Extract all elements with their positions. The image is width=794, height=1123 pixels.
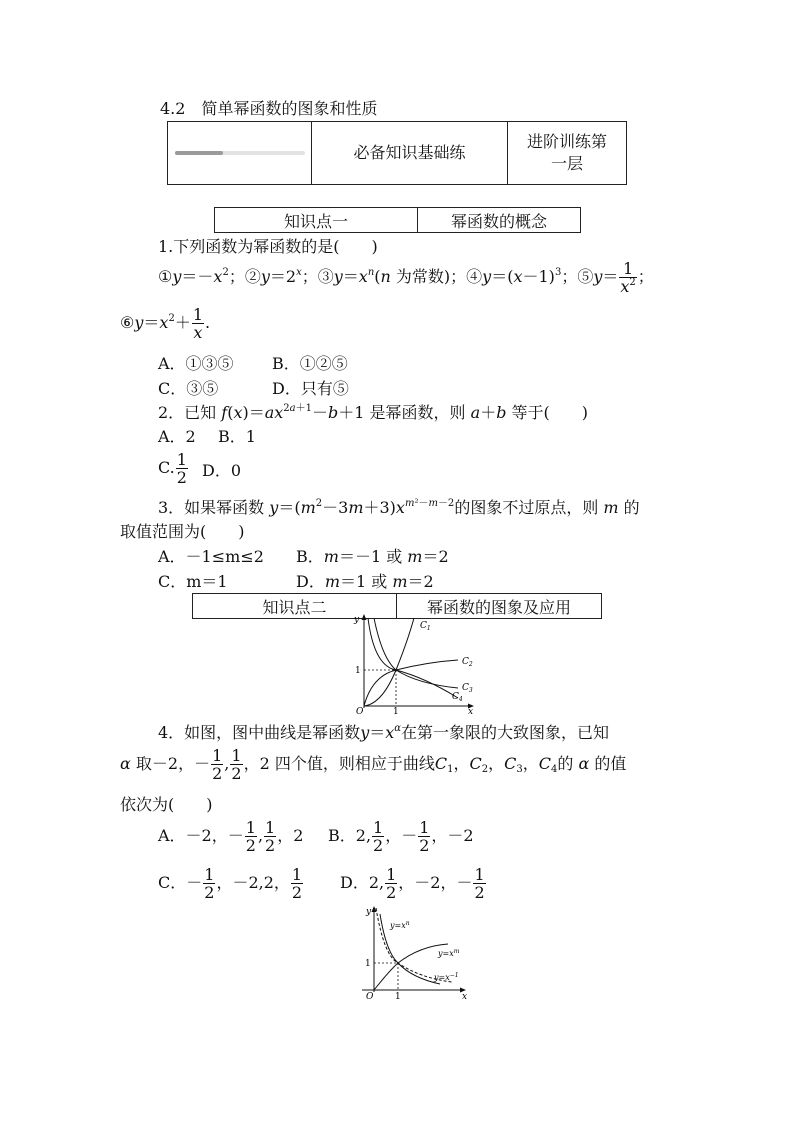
q4-option-c: C．－ $\frac{1}{2}$ ，－2,2， $\frac{1}{2}$ xyxy=(158,865,303,902)
fig1-tick-x-one: 1 xyxy=(393,707,399,714)
fig2-label-xm-exp: m xyxy=(453,948,460,955)
q4-option-b: B．2, $\frac{1}{2}$ ，－ $\frac{1}{2}$ ，－2 xyxy=(328,818,474,855)
fig2-label-xm xyxy=(437,948,460,958)
knowledge-point-2-label: 知识点二 xyxy=(193,594,397,618)
q2-stem: 2．已知 $f(x)=ax^{2a+1}-b+1$ 是幂函数，则 a＋b 等于( ) xyxy=(158,403,589,422)
q1-option-c: C．③⑤ xyxy=(158,379,219,398)
q3-stem-line2: 取值范围为( ) xyxy=(120,522,245,541)
q4-option-d: D．2, $\frac{1}{2}$ ，－2，－ $\frac{1}{2}$ xyxy=(340,865,485,902)
fig1-y-arrow xyxy=(362,614,367,620)
fig2-origin-label: O xyxy=(366,992,374,1002)
q4-pick-suffix: ，2 四个值，则相应于曲线 xyxy=(243,754,435,773)
fig1-label-c4 xyxy=(452,692,463,703)
fig2-label-xn xyxy=(389,920,410,930)
fig1-label-c2-sub: 2 xyxy=(468,661,473,668)
q4-stem-line3: 依次为( ) xyxy=(120,795,213,814)
q2-option-b: B．1 xyxy=(218,427,256,446)
knowledge-point-1-label: 知识点一 xyxy=(215,208,418,232)
fig1-label-c2-letter: C xyxy=(462,657,469,667)
progress-cell xyxy=(168,122,312,185)
q3-stem: 3．如果幂函数 $y=(m^2-3m+3)x^{m^2-m-2}$的图象不过原点，则 m 的 xyxy=(158,498,640,517)
knowledge-point-2-topic: 幂函数的图象及应用 xyxy=(426,597,571,617)
fig1-curve-c3 xyxy=(374,618,458,688)
fig1-label-c2 xyxy=(462,657,473,668)
q4-option-a: A．－2，－ $\frac{1}{2}$ , $\frac{1}{2}$ ，2 xyxy=(158,818,304,855)
header-table xyxy=(167,121,627,185)
q2-option-c: C. $\frac{1}{2}$ xyxy=(158,450,187,487)
figure-power-curves-c1-c4 xyxy=(348,612,478,714)
training-level-line2: 一层 xyxy=(550,154,583,173)
progress-fill xyxy=(175,151,223,155)
q4-stem-line2: α 取－2，－ $\frac{1}{2}$ , $\frac{1}{2}$ ，2 四个值，则相应于曲线$C_1$，$C_2$，$C_3$，$C_4$的 α 的值 xyxy=(120,746,627,783)
q4-choose-text: 取－2， xyxy=(135,754,195,773)
fig2-label-x-inverse-exp: −1 xyxy=(449,972,459,979)
fig2-label-x-inverse xyxy=(433,972,459,982)
q2-option-a: A．2 xyxy=(158,427,196,446)
fig1-y-label: y xyxy=(354,615,360,625)
fig1-label-c1-sub: 1 xyxy=(426,625,431,632)
q2-option-d: D．0 xyxy=(202,461,242,480)
q3-option-c: C．m＝1 xyxy=(158,572,228,591)
fig1-label-c3-letter: C xyxy=(462,683,469,693)
fig2-curve-xn xyxy=(380,914,440,984)
figure-power-curves-xn-xm xyxy=(360,904,472,1002)
fig2-tick-x-one: 1 xyxy=(395,992,401,1002)
fig2-tick-y-one: 1 xyxy=(365,959,371,969)
fig1-label-c3 xyxy=(462,683,473,694)
fig2-y-label: y xyxy=(366,907,372,917)
fig1-tick-y-one: 1 xyxy=(355,666,361,676)
q1-option-d: D．只有⑤ xyxy=(272,379,349,398)
q1-stem: 1.下列函数为幂函数的是( ) xyxy=(158,237,378,256)
fig2-label-xn-exp: n xyxy=(405,920,410,927)
fig1-label-c3-sub: 3 xyxy=(468,687,473,694)
training-level-line1: 进阶训练第 xyxy=(526,132,607,151)
fig2-label-xm-base: y=x xyxy=(438,949,454,958)
q4-stem-line1: 4．如图，图中曲线是幂函数$y=x^\alpha$在第一象限的大致图象，已知 xyxy=(158,723,610,742)
q1-option-b: B．①②⑤ xyxy=(272,354,348,373)
q1-option-a: A．①③⑤ xyxy=(158,354,234,373)
fig1-origin-label: O xyxy=(356,707,364,714)
q1-options-line2: $⑥y=x^2+$ $\frac{1}{x}$ . xyxy=(120,305,211,342)
fig1-label-c4-sub: 4 xyxy=(458,696,463,703)
knowledge-point-1-topic: 幂函数的概念 xyxy=(450,211,547,231)
training-level-cell xyxy=(508,122,627,185)
q3-option-a: A．－1≤m≤2 xyxy=(158,547,264,566)
fig1-x-label: x xyxy=(468,707,474,714)
fig1-label-c1 xyxy=(420,621,431,632)
section-heading-cell: 必备知识基础练 xyxy=(312,122,508,185)
fig2-x-label: x xyxy=(462,992,468,1002)
lesson-title: 4.2 简单幂函数的图象和性质 xyxy=(160,99,378,118)
fig1-label-c1-letter: C xyxy=(420,621,427,631)
fig1-label-c4-letter: C xyxy=(452,692,459,702)
knowledge-point-1-box xyxy=(214,207,581,233)
q3-option-d: D．m＝1 或 m＝2 xyxy=(296,572,434,591)
q1-options-line1: $①y=-x^2$；$②y=2^x$；$③y=x^n(n$ 为常数)；$④y=(x-1)^3$；⑤y＝ $\frac{1}{x^2}$ ； xyxy=(158,259,654,296)
fig2-label-xn-base: y=x xyxy=(390,921,406,930)
fig2-label-x-inverse-base: y=x xyxy=(434,973,450,982)
q3-option-b: B．m＝－1 或 m＝2 xyxy=(296,547,449,566)
